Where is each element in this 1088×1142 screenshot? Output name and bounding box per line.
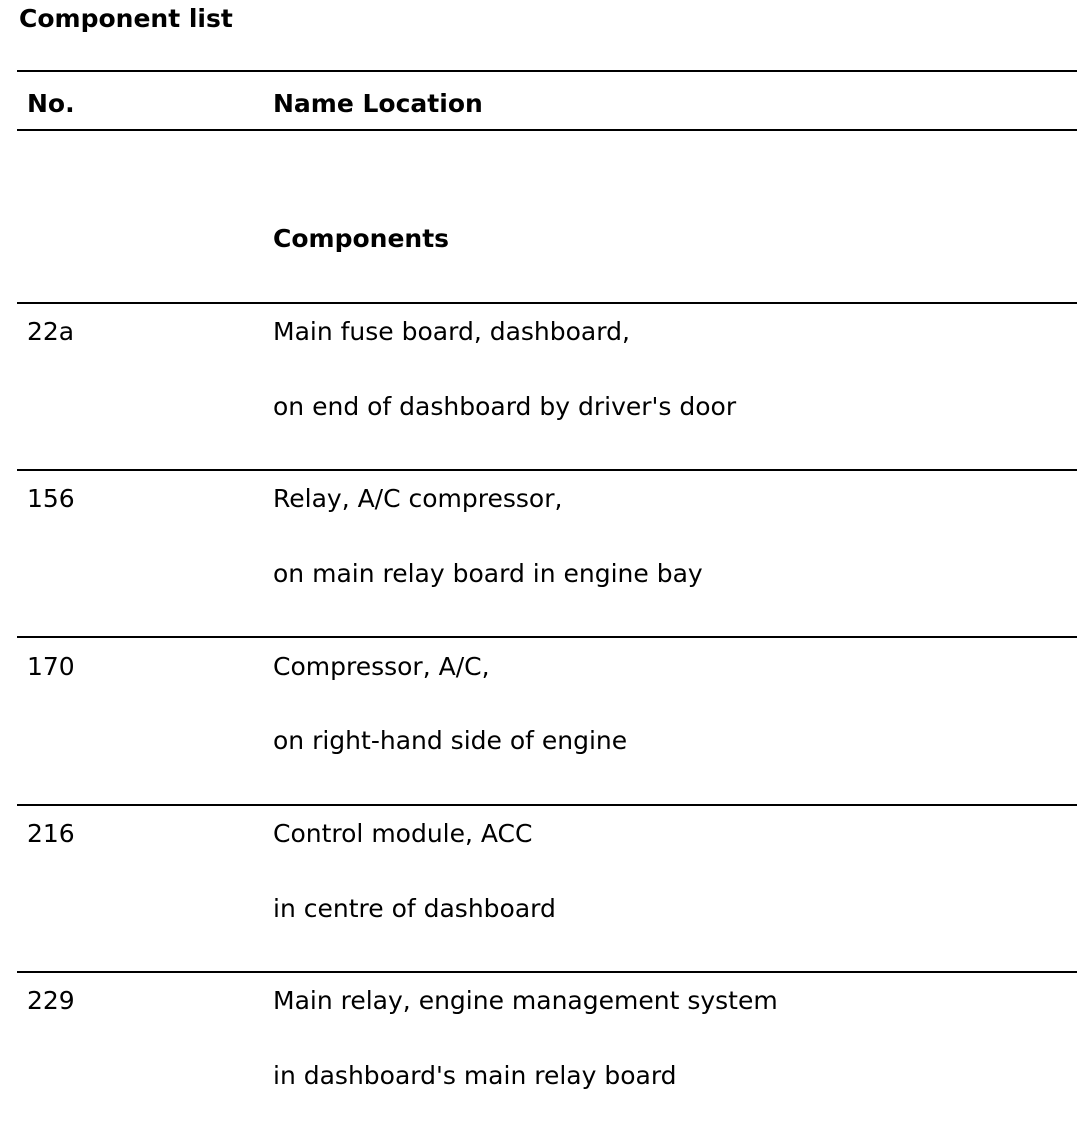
row-number: 229 [27,986,75,1015]
row-divider [17,804,1077,806]
header-name-location: Name Location [273,89,483,118]
component-location: on right-hand side of engine [273,726,628,755]
component-location: on end of dashboard by driver's door [273,392,737,421]
header-bottom-rule [17,129,1077,131]
component-location: in centre of dashboard [273,894,556,923]
component-name: Compressor, A/C, [273,652,490,681]
component-name: Control module, ACC [273,819,533,848]
row-divider [17,971,1077,973]
component-name: Main relay, engine management system [273,986,778,1015]
row-divider [17,469,1077,471]
table-top-rule [17,70,1077,72]
row-number: 170 [27,652,75,681]
component-location: on main relay board in engine bay [273,559,703,588]
component-location: in dashboard's main relay board [273,1061,677,1090]
section-heading: Components [273,224,450,253]
row-divider [17,636,1077,638]
header-no: No. [27,89,75,118]
row-number: 216 [27,819,75,848]
component-name: Relay, A/C compressor, [273,484,563,513]
row-number: 156 [27,484,75,513]
document-title: Component list [19,4,233,33]
component-name: Main fuse board, dashboard, [273,317,630,346]
row-divider [17,302,1077,304]
row-number: 22a [27,317,75,346]
